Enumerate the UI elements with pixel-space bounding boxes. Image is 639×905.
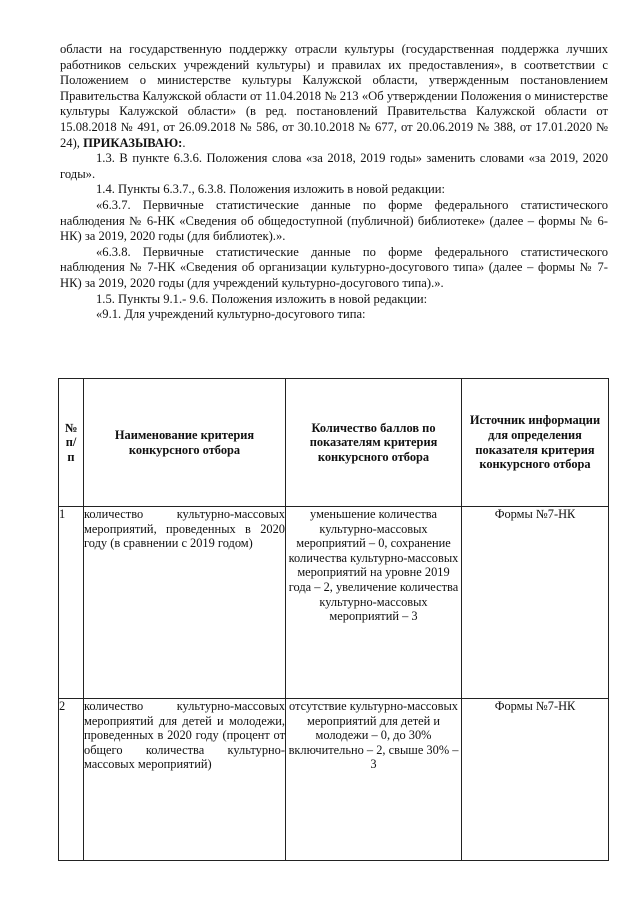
- row-criterion: количество культурно-массовых мероприятий для детей и молодежи, проведенных в 2020 году (процент от общего количества культурно-массовых мероприятий): [84, 699, 286, 861]
- preamble-end: .: [182, 135, 186, 150]
- criteria-table: [58, 378, 609, 861]
- paragraph-1-4: 1.4. Пункты 6.3.7., 6.3.8. Положения изложить в новой редакции:: [96, 182, 445, 197]
- row-source: Формы №7-НК: [462, 507, 609, 699]
- row-num: 2: [59, 699, 84, 861]
- preamble-text: области на государственную поддержку отрасли культуры (государственная поддержка лучших работников сельских учреждений культуры) и правилах их предоставления», в соответствии с Положением о министерстве культуры Калужской области, утвержденным постановлением Правительства Калужской области от 11.04.2018 № 213 «Об утверждении Положения о министерстве культуры Калужской области» (в ред. постановлений Правительства Калужской области от 15.08.2018 № 491, от 26.09.2018 № 586, от 30.10.2018 № 677, от 20.06.2019 № 388, от 17.01.2020 № 24),: [60, 42, 608, 150]
- table-header-row: [59, 379, 609, 507]
- order-keyword: ПРИКАЗЫВАЮ:: [83, 135, 183, 150]
- row-criterion: количество культурно-массовых мероприятий, проведенных в 2020 году (в сравнении с 2019 годом): [84, 507, 286, 699]
- paragraph-1-3: 1.3. В пункте 6.3.6. Положения слова «за 2018, 2019 годы» заменить словами «за 2019, 2020 годы».: [60, 151, 608, 181]
- row-num: 1: [59, 507, 84, 699]
- header-num: № п/п: [59, 379, 84, 507]
- paragraph-6-3-7: «6.3.7. Первичные статистические данные по форме федерального статистического наблюдения № 6-НК «Сведения об общедоступной (публичной) библиотеке» (далее – формы № 6-НК) за 2019, 2020 годы (для библиотек).».: [60, 197, 608, 244]
- table-row: [59, 507, 609, 699]
- paragraph-1-5: 1.5. Пункты 9.1.- 9.6. Положения изложить в новой редакции:: [96, 291, 428, 306]
- header-source: Источник информации для определения показателя критерия конкурсного отбора: [462, 379, 609, 507]
- row-score: уменьшение количества культурно-массовых мероприятий – 0, сохранение количества культурно-массовых мероприятий на уровне 2019 года – 2, увеличение количества культурно-массовых мероприятий – 3: [286, 507, 462, 699]
- header-score: Количество баллов по показателям критерия конкурсного отбора: [286, 379, 462, 507]
- table-row: [59, 699, 609, 861]
- row-source: Формы №7-НК: [462, 699, 609, 861]
- paragraph-9-1: «9.1. Для учреждений культурно-досугового типа:: [96, 307, 366, 322]
- paragraph-6-3-8: «6.3.8. Первичные статистические данные по форме федерального статистического наблюдения № 7-НК «Сведения об организации культурно-досугового типа» (далее – формы № 7-НК) за 2019, 2020 годы (для учреждений культурно-досугового типа).».: [60, 244, 608, 290]
- header-name: Наименование критерия конкурсного отбора: [84, 379, 286, 507]
- row-score: отсутствие культурно-массовых мероприятий для детей и молодежи – 0, до 30% включительно – 2, свыше 30% – 3: [286, 699, 462, 861]
- order-text: [60, 42, 608, 323]
- paragraph-preamble: [60, 42, 608, 151]
